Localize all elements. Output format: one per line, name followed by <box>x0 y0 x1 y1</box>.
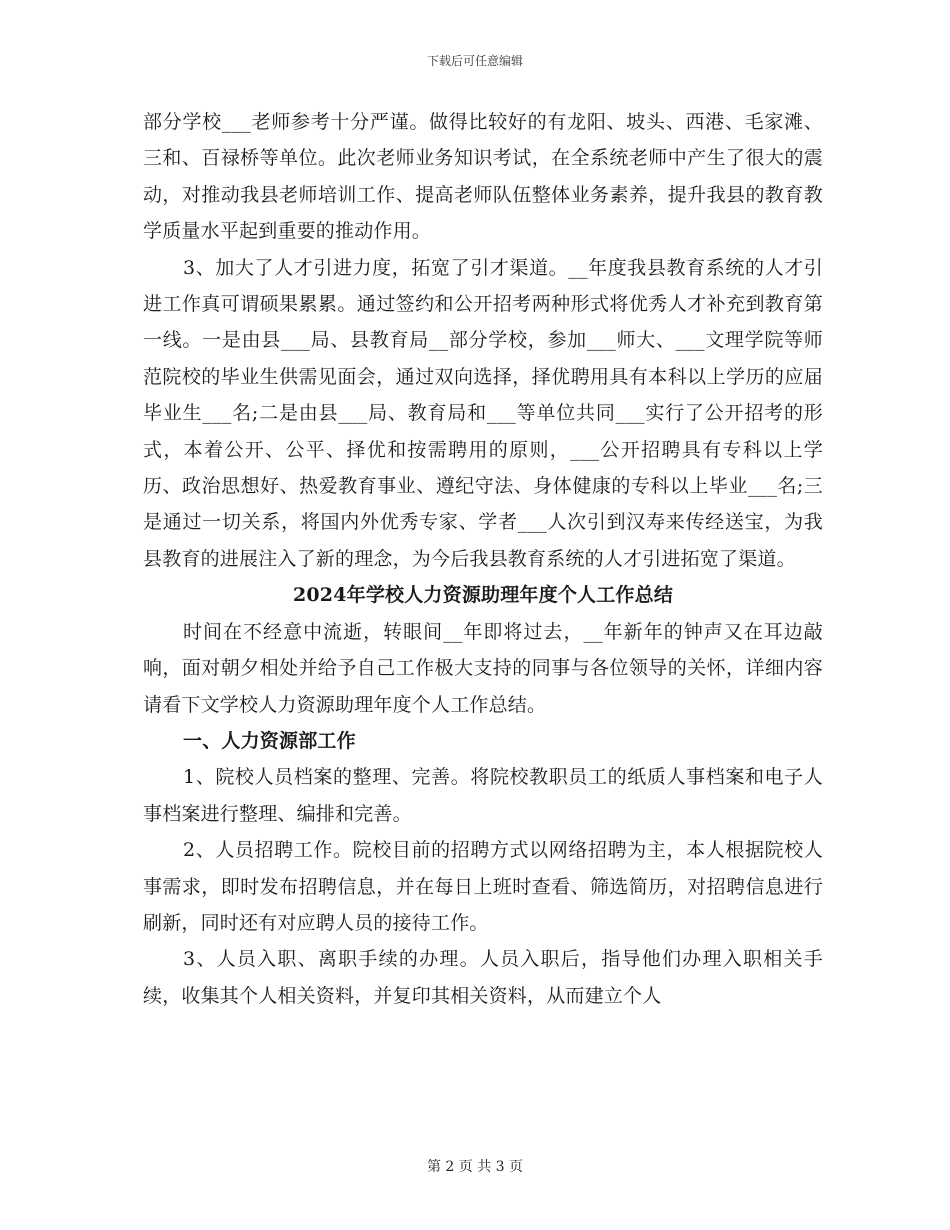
paragraph-6: 3、人员入职、离职手续的办理。人员入职后，指导他们办理入职相关手续，收集其个人相关资料，并复印其相关资料，从而建立个人 <box>143 948 823 1007</box>
paragraph-2: 3、加大了人才引进力度，拓宽了引才渠道。__年度我县教育系统的人才引进工作真可谓硕果累累。通过签约和公开招考两种形式将优秀人才补充到教育第一线。一是由县___局、县教育局__部分学校，参加___师大、___文理学院等师范院校的毕业生供需见面会，通过双向选择，择优聘用具有本科以上学历的应届毕业生___名;二是由县___局、教育局和___等单位共同___实行了公开招考的形式，本着公开、公平、择优和按需聘用的原则，___公开招聘具有专科以上学历、政治思想好、热爱教育事业、遵纪守法、身体健康的专科以上毕业___名;三是通过一切关系，将国内外优秀专家、学者___人次引到汉寿来传经送宝，为我县教育的进展注入了新的理念，为今后我县教育系统的人才引进拓宽了渠道。 <box>143 256 823 570</box>
paragraph-4: 1、院校人员档案的整理、完善。将院校教职员工的纸质人事档案和电子人事档案进行整理、编排和完善。 <box>143 766 823 825</box>
page-header-note: 下载后可任意编辑 <box>426 54 523 68</box>
paragraph-3: 时间在不经意中流逝，转眼间__年即将过去，__年新年的钟声又在耳边敲响，面对朝夕相处并给予自己工作极大支持的同事与各位领导的关怀，详细内容请看下文学校人力资源助理年度个人工作总结。 <box>143 620 823 716</box>
page-number: 第 2 页 共 3 页 <box>426 1159 524 1175</box>
document-body <box>143 104 823 1014</box>
paragraph-1: 部分学校___老师参考十分严谨。做得比较好的有龙阳、坡头、西港、毛家滩、三和、百禄桥等单位。此次老师业务知识考试，在全系统老师中产生了很大的震动，对推动我县老师培训工作、提高老师队伍整体业务素养，提升我县的教育教学质量水平起到重要的推动作用。 <box>143 111 823 243</box>
paragraph-5: 2、人员招聘工作。院校目前的招聘方式以网络招聘为主，本人根据院校人事需求，即时发布招聘信息，并在每日上班时查看、筛选简历，对招聘信息进行刷新，同时还有对应聘人员的接待工作。 <box>143 839 823 934</box>
section-heading-1: 一、人力资源部工作 <box>183 729 356 752</box>
document-title: 2024年学校人力资源助理年度个人工作总结 <box>292 584 674 607</box>
